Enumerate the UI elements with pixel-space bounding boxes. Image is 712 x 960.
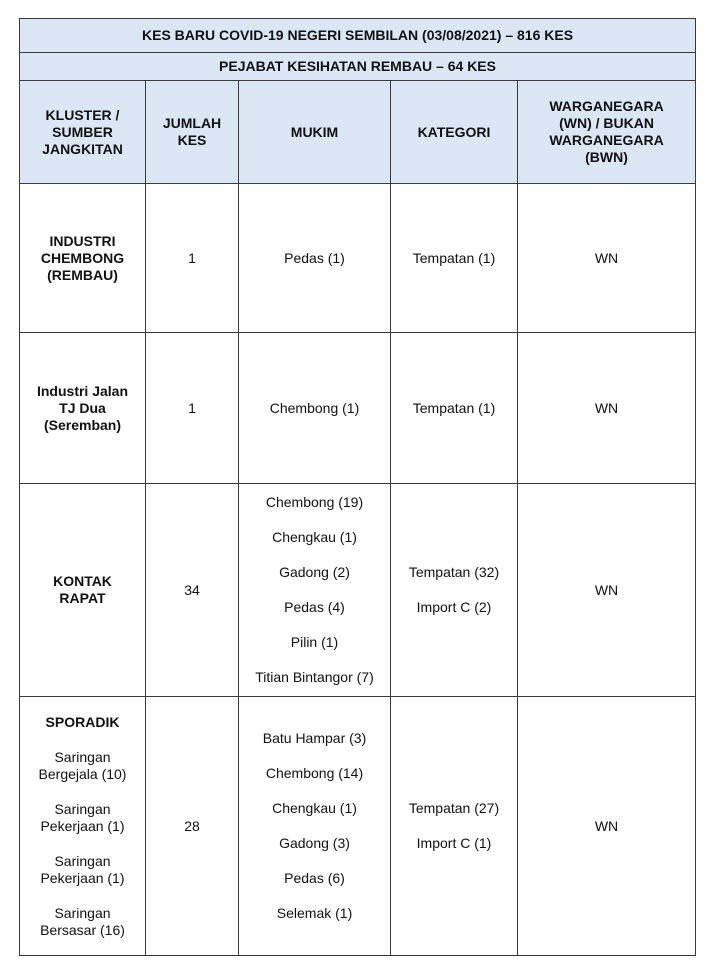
kluster-line: KONTAK: [53, 573, 112, 589]
mukim-list: [243, 494, 386, 686]
cell-mukim: [239, 184, 391, 333]
cell-kategori: [391, 184, 518, 333]
mukim-item: Chembong (1): [269, 399, 360, 416]
header-wn-line: (WN) / BUKAN: [559, 115, 654, 131]
cell-mukim: [239, 697, 391, 956]
table-row: [20, 697, 696, 956]
header-jumlah-line: KES: [177, 132, 207, 148]
sporadik-sub-line: Saringan: [54, 904, 111, 921]
title-row: [20, 19, 696, 53]
covid-case-table: [19, 18, 696, 956]
kluster-line: RAPAT: [59, 590, 106, 606]
mukim-item: Selemak (1): [276, 905, 353, 921]
cell-mukim: [239, 333, 391, 484]
sporadik-sub-line: Saringan: [54, 748, 111, 765]
kategori-item: Tempatan (27): [408, 800, 500, 816]
kategori-item: Tempatan (1): [412, 249, 496, 266]
mukim-item: Chengkau (1): [272, 800, 357, 816]
sporadik-sub-line: Bersasar (16): [40, 921, 125, 938]
header-mukim: MUKIM: [239, 81, 391, 184]
cell-kategori: [391, 484, 518, 697]
table-title: KES BARU COVID-19 NEGERI SEMBILAN (03/08/2021) – 816 KES: [20, 19, 696, 53]
cell-wn: WN: [518, 184, 696, 333]
cell-wn: WN: [518, 333, 696, 484]
header-jumlah-line: JUMLAH: [162, 115, 222, 131]
mukim-item: Chembong (19): [265, 494, 364, 510]
header-jumlah: [146, 81, 239, 184]
mukim-item: Pedas (4): [284, 599, 345, 615]
cell-jumlah: 1: [146, 184, 239, 333]
cell-jumlah: 1: [146, 333, 239, 484]
mukim-item: Chembong (14): [265, 765, 364, 781]
table-row: [20, 184, 696, 333]
cell-kluster: [20, 484, 146, 697]
office-row: [20, 53, 696, 81]
kluster-line: (REMBAU): [47, 266, 118, 283]
header-wn-line: (BWN): [585, 149, 628, 165]
mukim-item: Gadong (2): [279, 564, 350, 580]
kategori-item: Import C (2): [416, 599, 492, 615]
sporadik-sub-line: Saringan: [54, 800, 111, 817]
sporadik-sub-item: [24, 801, 141, 835]
header-kluster-line: SUMBER: [52, 123, 113, 140]
table-row: [20, 484, 696, 697]
mukim-item: Pedas (6): [284, 870, 345, 886]
cell-jumlah: 28: [146, 697, 239, 956]
cell-wn: WN: [518, 484, 696, 697]
sporadik-sub-line: Pekerjaan (1): [40, 817, 125, 834]
header-kluster-line: KLUSTER /: [45, 106, 120, 123]
header-warganegara: [518, 81, 696, 184]
mukim-item: Gadong (3): [279, 835, 350, 851]
sporadik-sub-line: Bergejala (10): [38, 765, 127, 782]
cell-kluster: [20, 697, 146, 956]
kluster-line: CHEMBONG: [40, 249, 125, 266]
kategori-item: Import C (1): [416, 835, 492, 851]
sporadik-sub-item: [24, 749, 141, 783]
mukim-item: Pilin (1): [290, 634, 339, 650]
office-title: PEJABAT KESIHATAN REMBAU – 64 KES: [20, 53, 696, 81]
mukim-item: Chengkau (1): [272, 529, 357, 545]
kluster-line: TJ Dua: [59, 399, 106, 416]
sporadik-sub-item: [24, 905, 141, 939]
kluster-line: (Seremban): [43, 416, 122, 433]
sporadik-sub-line: Saringan: [54, 852, 111, 869]
kluster-line: INDUSTRI: [49, 232, 116, 249]
header-row: [20, 81, 696, 184]
sporadik-sub-item: [24, 853, 141, 887]
cell-kluster: [20, 333, 146, 484]
sporadik-title: SPORADIK: [45, 713, 120, 730]
kategori-item: Tempatan (1): [412, 399, 496, 416]
mukim-list: [243, 730, 386, 922]
header-wn-line: WARGANEGARA: [549, 132, 664, 148]
cell-mukim: [239, 484, 391, 697]
kategori-list: [395, 800, 513, 852]
cell-kluster: [20, 184, 146, 333]
mukim-item: Pedas (1): [284, 249, 345, 266]
mukim-item: Batu Hampar (3): [262, 730, 367, 746]
header-kluster: [20, 81, 146, 184]
header-wn-line: WARGANEGARA: [549, 98, 664, 114]
kategori-list: [395, 564, 513, 616]
header-kategori: KATEGORI: [391, 81, 518, 184]
mukim-item: Titian Bintangor (7): [255, 669, 374, 685]
table-row: [20, 333, 696, 484]
cell-jumlah: 34: [146, 484, 239, 697]
kategori-item: Tempatan (32): [408, 564, 500, 580]
cell-wn: WN: [518, 697, 696, 956]
kluster-line: Industri Jalan: [36, 382, 129, 399]
header-kluster-line: JANGKITAN: [42, 140, 123, 157]
cell-kategori: [391, 333, 518, 484]
sporadik-sub-line: Pekerjaan (1): [40, 869, 125, 886]
cell-kategori: [391, 697, 518, 956]
